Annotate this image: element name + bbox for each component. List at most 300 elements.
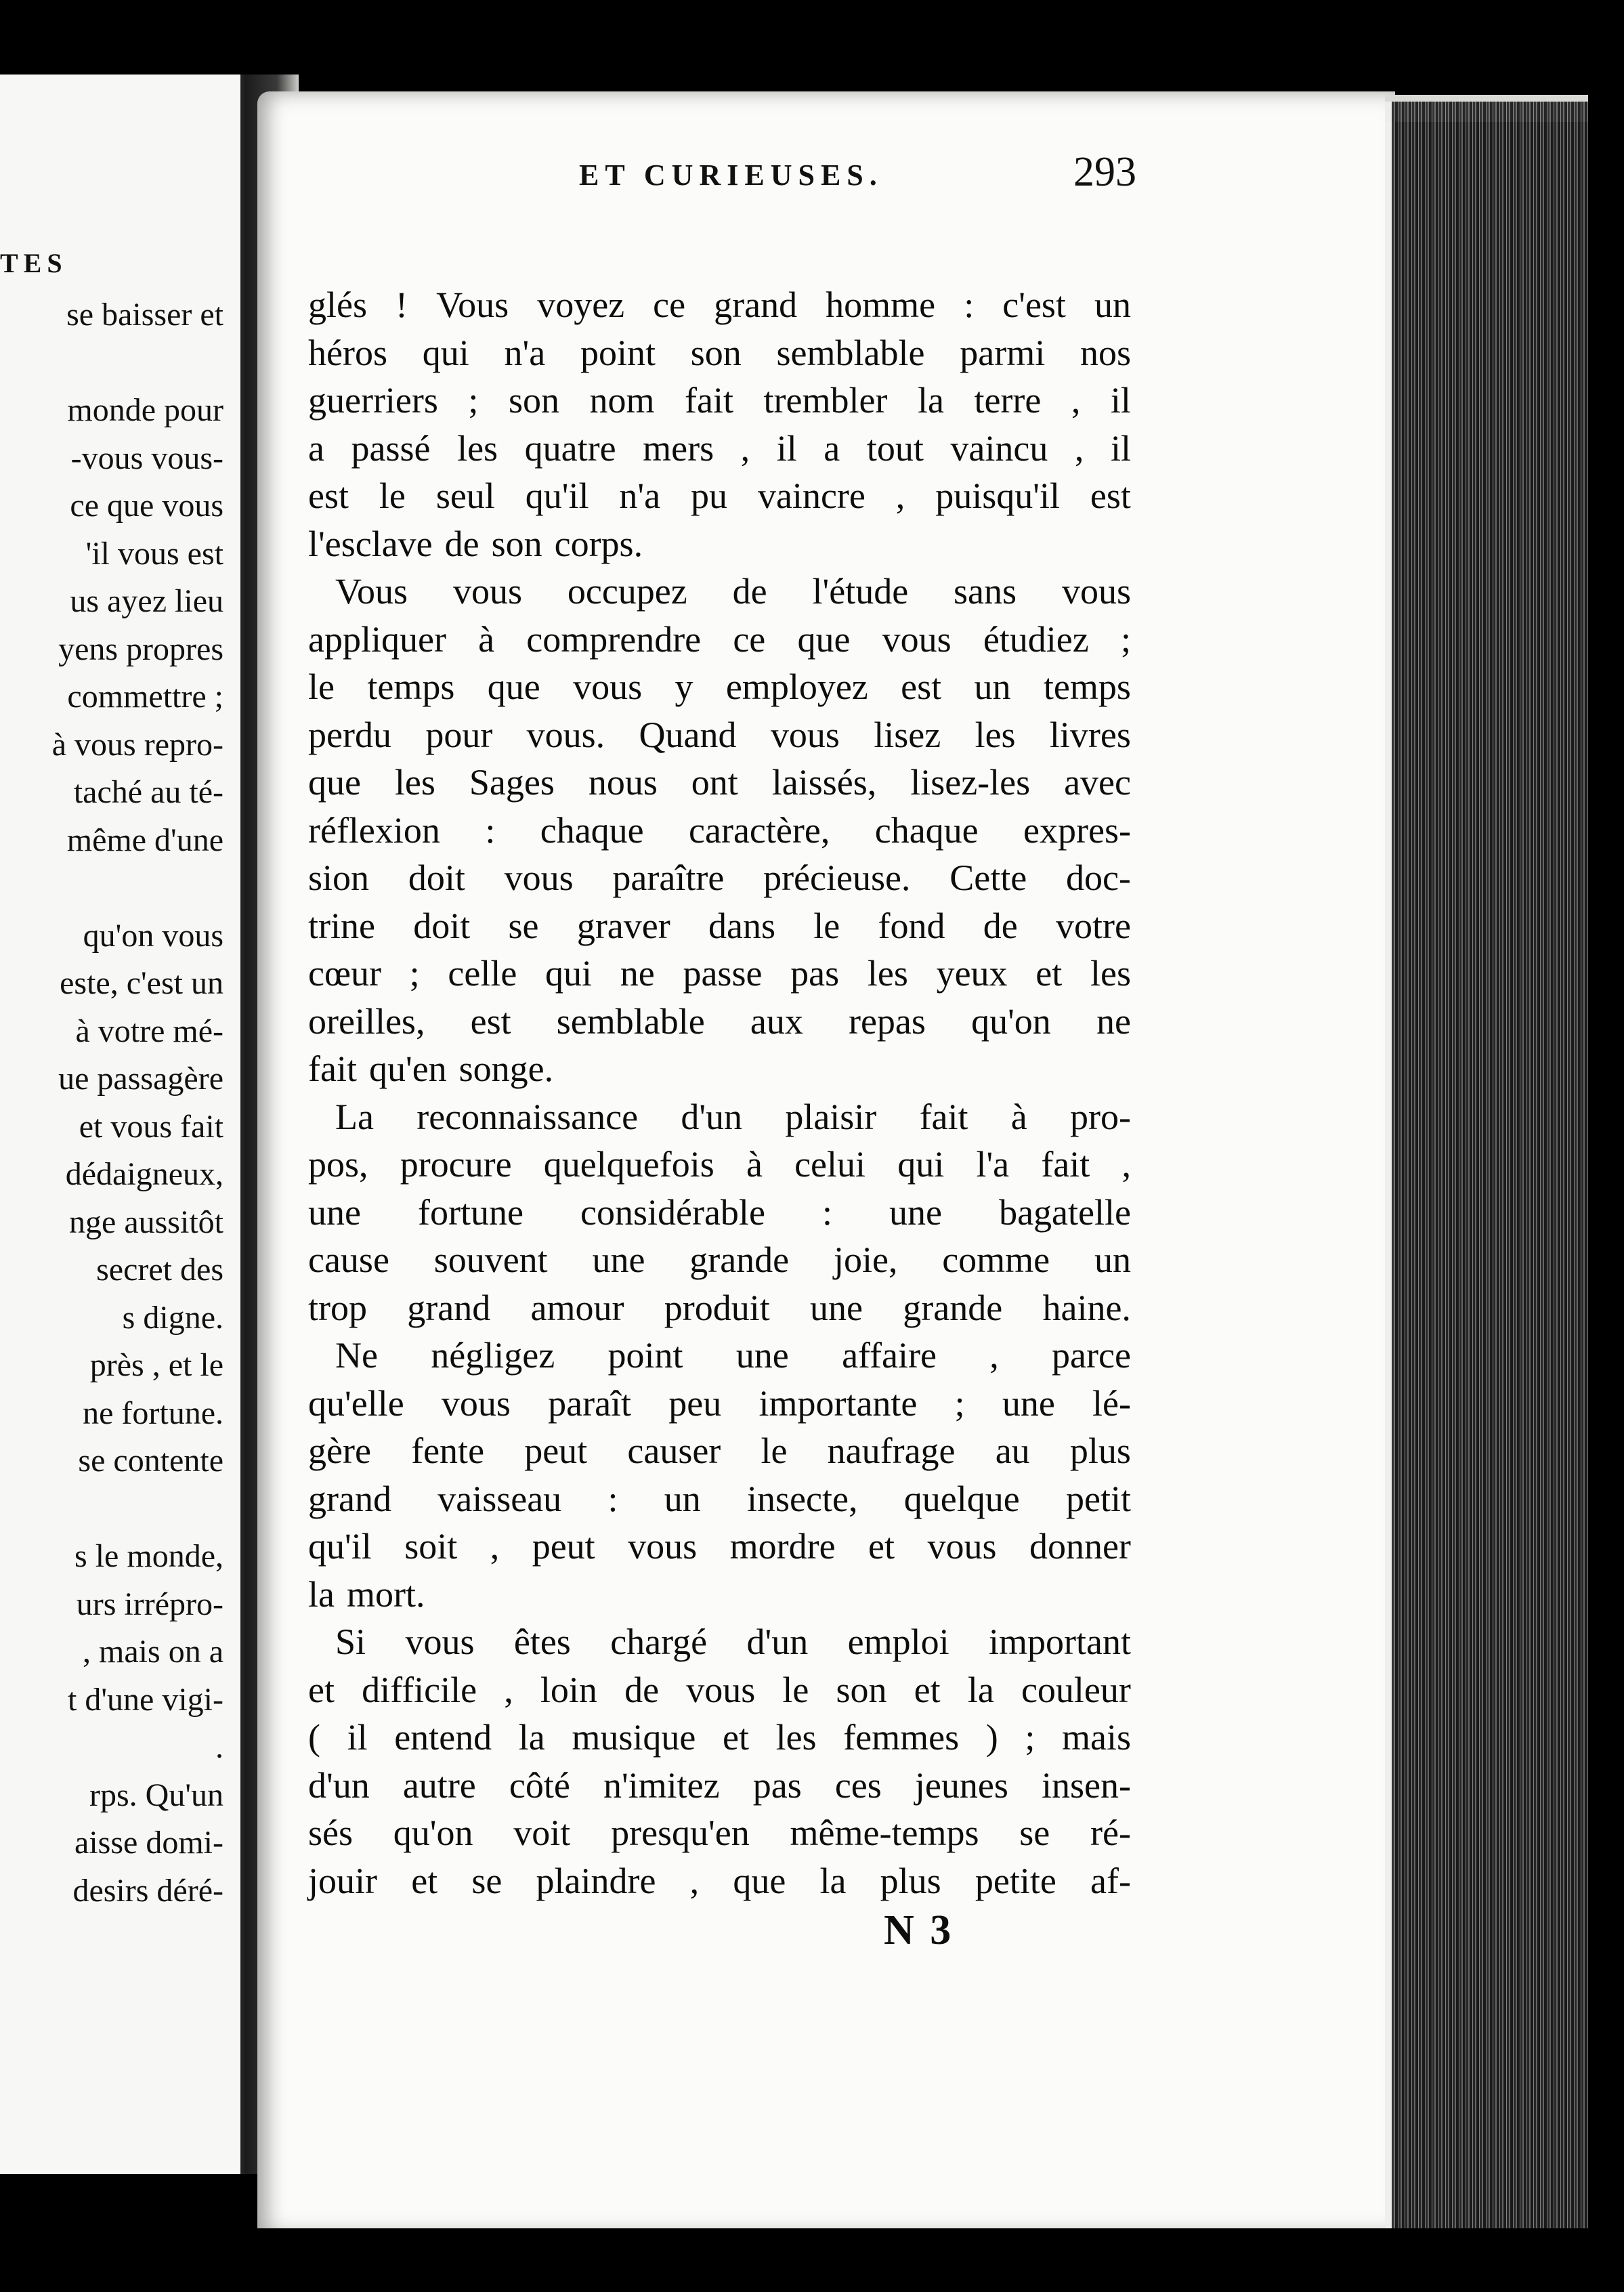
scan-background [0,2228,1624,2292]
left-text-line: , mais on a [83,1634,223,1670]
word: musique [572,1717,696,1758]
word: les [394,762,435,803]
word: pro- [1070,1096,1131,1137]
word: et [1035,953,1063,994]
word: bagatelle [999,1191,1131,1233]
word: semblable [776,332,925,373]
word: cœur [308,953,381,994]
word: loin [540,1669,597,1710]
word: , [490,1526,500,1567]
word: grand [407,1287,491,1328]
word: ; [409,953,420,994]
word: de [983,905,1018,946]
word: celui [794,1144,866,1185]
word: même-temps [790,1812,979,1853]
word: Cette [949,857,1027,898]
word: peu [668,1382,722,1424]
word: qu'elle [308,1382,404,1424]
text-line [308,568,1131,616]
word: vous [452,571,522,612]
word: emploi [847,1621,949,1662]
page-number: 293 [1073,149,1136,195]
text-line [308,711,1131,759]
word: femmes [843,1717,960,1758]
word: grand [308,1478,391,1519]
word: paraît [548,1382,632,1424]
word: jeunes [914,1764,1008,1806]
word: les [975,714,1016,755]
word: glés [308,284,367,325]
word: insecte, [747,1478,858,1519]
word: af- [1090,1860,1131,1901]
text-line [308,663,1131,711]
word: Vous [335,571,408,612]
word: peut [524,1430,588,1471]
word: et [914,1669,941,1710]
word: terre [974,380,1042,421]
word: a [824,427,840,469]
word: , [989,1335,999,1376]
left-text-line: se contente [78,1443,223,1479]
word: qu'en [368,1048,447,1089]
word: plaisir [785,1096,877,1137]
word: tout [866,427,924,469]
left-text-line: secret des [96,1252,223,1288]
word: vous [573,666,643,707]
left-text-line: taché au té- [73,774,223,810]
word: , [1121,1144,1131,1185]
word: pu [691,475,728,516]
word: un [974,666,1011,707]
word: Quand [639,714,737,755]
word: chaque [540,809,644,851]
word: ne [620,953,655,994]
left-text-line: près , et le [89,1347,223,1383]
left-text-line: rps. Qu'un [89,1777,223,1813]
word: mordre [729,1526,836,1567]
word: se [1019,1812,1050,1853]
word: sans [954,571,1017,612]
word: joie, [833,1239,898,1280]
word: grande [689,1239,790,1280]
word: grande [903,1287,1003,1328]
word: comme [942,1239,1050,1280]
word: vous [927,1526,997,1567]
word: produit [664,1287,770,1328]
word: fente [411,1430,485,1471]
word: les [1090,953,1131,994]
text-line [308,807,1131,855]
left-page [0,75,244,2174]
word: vous [686,1669,756,1710]
word: guerriers [308,380,438,421]
word: : [607,1478,618,1519]
word: précieuse. [763,857,911,898]
word: occupez [567,571,687,612]
word: la [917,380,944,421]
word: qu'il [525,475,589,516]
word: appliquer [308,618,446,660]
text-line [308,902,1131,950]
text-line [308,1666,1131,1714]
word: , [740,427,750,469]
word: le [379,475,406,516]
text-line [308,1189,1131,1237]
word: pour [425,714,493,755]
word: ) [985,1717,998,1758]
word: qui [422,332,469,373]
word: vous [882,618,952,660]
word: est [470,1000,511,1042]
word: dans [708,905,775,946]
word: réflexion [308,809,440,851]
word: haine. [1042,1287,1131,1328]
word: naufrage [827,1430,956,1471]
left-text-line: 'il vous est [85,535,223,572]
word: de [732,571,767,612]
word: doit [413,905,471,946]
word: causer [627,1430,721,1471]
word: une [1002,1382,1055,1424]
word: soit [404,1526,458,1567]
word: , [895,475,905,516]
word: se [508,905,539,946]
word: ce [653,284,686,325]
word: vous [770,714,840,755]
word: trembler [763,380,888,421]
word: passe [683,953,763,994]
text-line [308,1762,1131,1810]
word: que [308,762,361,803]
left-text-line: ue passagère [58,1061,223,1097]
text-line [308,1093,1131,1141]
left-text-line: s le monde, [74,1538,223,1574]
word: homme [826,284,936,325]
word: vous [441,1382,511,1424]
left-text-line: qu'on vous [83,917,223,954]
text-line [308,1809,1131,1857]
word: est [308,475,349,516]
word: vaincu [950,427,1048,469]
word: cause [308,1239,389,1280]
word: livres [1049,714,1131,755]
word: étudiez [983,618,1089,660]
word: une [810,1287,863,1328]
text-line [308,520,1131,568]
word: fait [919,1096,968,1137]
text-line [308,1380,1131,1428]
word: nom [589,380,655,421]
word: de [444,523,479,564]
text-line [308,1475,1131,1523]
word: d'un [308,1764,370,1806]
word: d'un [746,1621,809,1662]
text-line [308,1571,1131,1619]
word: ces [834,1764,882,1806]
word: paraître [612,857,725,898]
word: voit [513,1812,571,1853]
text-line [308,1284,1131,1332]
word: couleur [1021,1669,1131,1710]
left-text-line: et vous fait [79,1108,223,1145]
word: que [797,618,851,660]
word: trop [308,1287,367,1328]
word: une [735,1335,789,1376]
word: son [690,332,742,373]
word: ( [308,1717,320,1758]
word: importante [758,1382,918,1424]
word: ré- [1090,1812,1131,1853]
word: mais [1061,1717,1131,1758]
word: Vous [436,284,509,325]
word: vous [405,1621,475,1662]
word: vous [628,1526,698,1567]
signature-mark: N 3 [884,1907,954,1953]
word: une [889,1191,943,1233]
word: et [308,1669,335,1710]
word: quelquefois [543,1144,714,1185]
left-text-line: à votre mé- [75,1013,223,1049]
word: le [308,666,335,707]
word: il [347,1717,368,1758]
text-line [308,281,1131,329]
left-text-line: commettre ; [67,679,223,715]
word: qui [897,1144,945,1185]
word: , [1071,380,1081,421]
word: pas [790,953,840,994]
word: un [1094,1239,1131,1280]
word: y [675,666,693,707]
word: yeux [936,953,1008,994]
word: côté [509,1764,570,1806]
word: une [308,1191,361,1233]
word: n'a [504,332,546,373]
word: est [901,666,942,707]
word: avec [1064,762,1131,803]
word: parce [1052,1335,1131,1376]
left-text-line: à vous repro- [51,726,223,763]
word: fait [685,380,733,421]
word: sion [308,857,370,898]
word: peut [532,1526,595,1567]
word: à [1010,1096,1027,1137]
word: presqu'en [611,1812,750,1853]
text-line [308,1618,1131,1666]
word: considérable [580,1191,765,1233]
text-line [308,1141,1131,1189]
word: la [518,1717,545,1758]
word: insen- [1041,1764,1131,1806]
word: lisez [874,714,941,755]
word: qui [545,953,593,994]
word: ; [1120,618,1131,660]
left-text-line: us ayez lieu [70,583,223,619]
left-text-line [0,339,223,387]
word: jouir [308,1860,377,1901]
word: fortune [418,1191,523,1233]
text-line [308,854,1131,902]
word: comprendre [526,618,702,660]
word: mort. [346,1573,425,1615]
left-text-line: aisse domi- [74,1825,223,1861]
word: vous. [526,714,605,755]
word: corps. [554,523,643,564]
word: nos [1080,332,1131,373]
word: et [411,1860,438,1901]
word: l'étude [812,571,909,612]
word: à [478,618,495,660]
word: Si [335,1621,366,1662]
word: procure [400,1144,512,1185]
left-text-line: . [215,1729,223,1765]
word: ce [733,618,766,660]
text-line [308,616,1131,664]
word: la [819,1860,847,1901]
word: : [821,1191,832,1233]
word: le [782,1669,809,1710]
running-header-title: ET CURIEUSES. [579,158,883,192]
word: plus [880,1860,941,1901]
word: un [664,1478,701,1519]
word: vous [1061,571,1131,612]
word: l'esclave [308,523,433,564]
word: à [746,1144,763,1185]
word: passé [351,427,431,469]
word: qu'il [308,1526,372,1567]
word: le [813,905,840,946]
word: point [607,1335,683,1376]
word: êtes [513,1621,571,1662]
word: que [487,666,540,707]
word: pas [752,1764,802,1806]
word: ; [468,380,479,421]
word: semblable [556,1000,705,1042]
word: temps [367,666,455,707]
word: son [508,380,559,421]
text-line [308,950,1131,998]
word: vaisseau [437,1478,562,1519]
word: quelque [903,1478,1020,1519]
word: parmi [960,332,1046,373]
text-line [308,472,1131,520]
text-line [308,1332,1131,1380]
word: autre [402,1764,476,1806]
word: : [964,284,975,325]
word: les [775,1717,817,1758]
word: petit [1065,1478,1131,1519]
left-text-line: -vous vous- [70,440,223,476]
word: et [868,1526,895,1567]
left-text-line: yens propres [58,631,223,667]
word: n'imitez [603,1764,720,1806]
text-line [308,1523,1131,1571]
word: lisez-les [910,762,1031,803]
word: qu'on [971,1000,1051,1042]
word: se [471,1860,503,1901]
text-line [308,1045,1131,1093]
word: doit [408,857,465,898]
text-line [308,377,1131,425]
word: de [624,1669,660,1710]
word: aux [750,1000,803,1042]
word: La [335,1096,374,1137]
left-running-header: TES [0,248,68,278]
word: il [776,427,797,469]
word: il [1110,380,1131,421]
word: ; [1025,1717,1035,1758]
word: celle [448,953,517,994]
word: point [580,332,656,373]
text-line [308,425,1131,473]
running-header [312,149,1151,207]
word: employez [725,666,868,707]
word: au [995,1430,1030,1471]
text-line [308,998,1131,1046]
word: il [1110,427,1131,469]
word: le [761,1430,788,1471]
word: amour [530,1287,624,1328]
word: fait [308,1048,357,1089]
left-text-line: se baisser et [66,297,223,333]
word: voyez [537,284,625,325]
left-text-line: este, c'est un [60,965,223,1001]
word: doc- [1065,857,1131,898]
word: ne [1096,1000,1131,1042]
word: l'a [976,1144,1010,1185]
word: affaire [842,1335,937,1376]
word: un [1094,284,1131,325]
word: donner [1029,1526,1131,1567]
word: , [689,1860,700,1901]
page-body-text [308,281,1131,1905]
word: oreilles, [308,1000,425,1042]
left-text-line: desirs déré- [72,1872,223,1909]
left-text-line: nge aussitôt [69,1204,223,1240]
word: Sages [469,762,555,803]
word: vaincre [757,475,866,516]
word: trine [308,905,375,946]
word: Ne [335,1335,378,1376]
word: grand [714,284,798,325]
word: temps [1043,666,1131,707]
word: puisqu'il [935,475,1060,516]
left-text-line: monde pour [67,392,223,428]
word: négligez [431,1335,555,1376]
left-text-line: urs irrépro- [76,1586,223,1622]
word: chaque [874,809,979,851]
text-line [308,1714,1131,1762]
word: seul [435,475,495,516]
word: quatre [524,427,616,469]
left-text-line: s digne. [122,1299,223,1336]
word: reconnaissance [416,1096,639,1137]
word: chargé [610,1621,708,1662]
word: plaindre [536,1860,656,1901]
word: ; [954,1382,965,1424]
word: petite [975,1860,1056,1901]
word: la [308,1573,335,1615]
word: les [457,427,498,469]
word: c'est [1002,284,1066,325]
word: votre [1056,905,1131,946]
text-line [308,329,1131,377]
word: important [989,1621,1131,1662]
word: son [491,523,542,564]
word: et [722,1717,749,1758]
text-line [308,1857,1131,1905]
word: lé- [1092,1382,1131,1424]
left-text-line: dédaigneux, [65,1156,223,1192]
